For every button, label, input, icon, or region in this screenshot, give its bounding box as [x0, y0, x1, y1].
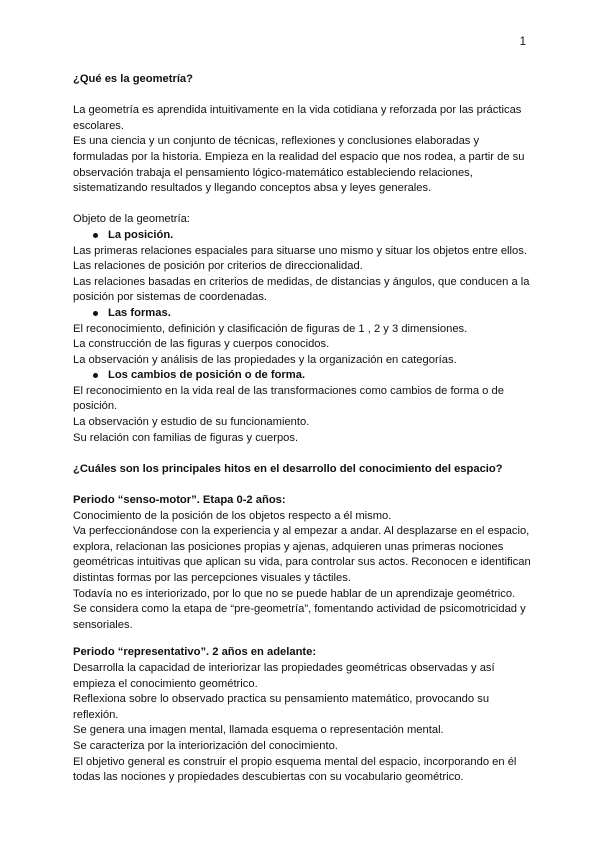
text-line: Va perfeccionándose con la experiencia y al empezar a andar. Al desplazarse en el espacio, explora, relacionan las posiciones propias y ajenas, adquieren unas primeras nociones geométricas intuitivas que aplican su vida, para controlar sus actos. Reconocen e identifican distintas formas por las percepciones visuales y táctiles.: [73, 525, 531, 584]
section-title-geometria: ¿Qué es la geometría?: [73, 73, 193, 85]
bullet-title: Los cambios de posición o de forma.: [108, 369, 306, 382]
paragraph: La geometría es aprendida intuitivamente en la vida cotidiana y reforzada por las prácticas escolares.: [73, 104, 522, 132]
document-body: [73, 72, 533, 786]
text-line: Se considera como la etapa de “pre-geometría”, fomentando actividad de psicomotricidad y sensoriales.: [73, 603, 526, 631]
bullet-title: Las formas.: [108, 306, 171, 319]
text-line: El objetivo general es construir el propio esquema mental del espacio, incorporando en él todas las nociones y propiedades descubiertas con su vocabulario geométrico.: [73, 755, 517, 784]
bullet-list: [73, 306, 533, 322]
text-line: Desarrolla la capacidad de interiorizar las propiedades geométricas observadas y así empieza el conocimiento geométrico.: [73, 661, 495, 690]
text-line: Las relaciones basadas en criterios de medidas, de distancias y ángulos, que conducen a la posición por sistemas de coordenadas.: [73, 275, 530, 304]
bullet-dot-icon: [93, 233, 98, 238]
bullet-dot-icon: [93, 373, 98, 378]
text-line: Se caracteriza por la interiorización del conocimiento.: [73, 739, 338, 752]
section-title-hitos: ¿Cuáles son los principales hitos en el desarrollo del conocimiento del espacio?: [73, 462, 503, 475]
text-line: Las relaciones de posición por criterios de direccionalidad.: [73, 260, 363, 273]
text-line: Su relación con familias de figuras y cuerpos.: [73, 431, 299, 444]
objeto-label: Objeto de la geometría:: [73, 213, 190, 226]
bullet-list: [73, 228, 533, 244]
period-title-senso-motor: Periodo “senso-motor”. Etapa 0-2 años:: [73, 494, 286, 507]
text-line: La observación y estudio de su funcionamiento.: [73, 416, 310, 429]
text-line: Todavía no es interiorizado, por lo que no se puede hablar de un aprendizaje geométrico.: [73, 587, 516, 600]
bullet-dot-icon: [93, 311, 98, 316]
bullet-title: La posición.: [108, 228, 174, 241]
text-line: Reflexiona sobre lo observado practica su pensamiento matemático, provocando su reflexión.: [73, 693, 490, 721]
text-line: Se genera una imagen mental, llamada esquema o representación mental.: [73, 724, 444, 737]
text-line: Conocimiento de la posición de los objetos respecto a él mismo.: [73, 509, 392, 522]
bullet-item-formas: [73, 306, 533, 322]
text-line: La construcción de las figuras y cuerpos conocidos.: [73, 338, 330, 351]
bullet-item-posicion: [73, 228, 533, 244]
text-line: El reconocimiento en la vida real de las transformaciones como cambios de forma o de posición.: [73, 384, 504, 413]
page-number: 1: [519, 36, 526, 48]
text-line: Las primeras relaciones espaciales para situarse uno mismo y situar los objetos entre ellos.: [73, 244, 527, 257]
text-line: La observación y análisis de las propiedades y la organización en categorías.: [73, 353, 457, 366]
text-line: El reconocimiento, definición y clasificación de figuras de 1 , 2 y 3 dimensiones.: [73, 322, 468, 335]
bullet-list: [73, 368, 533, 384]
bullet-item-cambios: [73, 368, 533, 384]
paragraph: Es una ciencia y un conjunto de técnicas, reflexiones y conclusiones elaboradas y formuladas por la historia. Empieza en la realidad del espacio que nos rodea, a partir de su observación trabaja el pensamiento lógico-matemático estableciendo relaciones, sistematizando resultados y llegando conceptos absa y leyes generales.: [73, 135, 525, 195]
period-title-representativo: Periodo “representativo”. 2 años en adelante:: [73, 646, 317, 659]
